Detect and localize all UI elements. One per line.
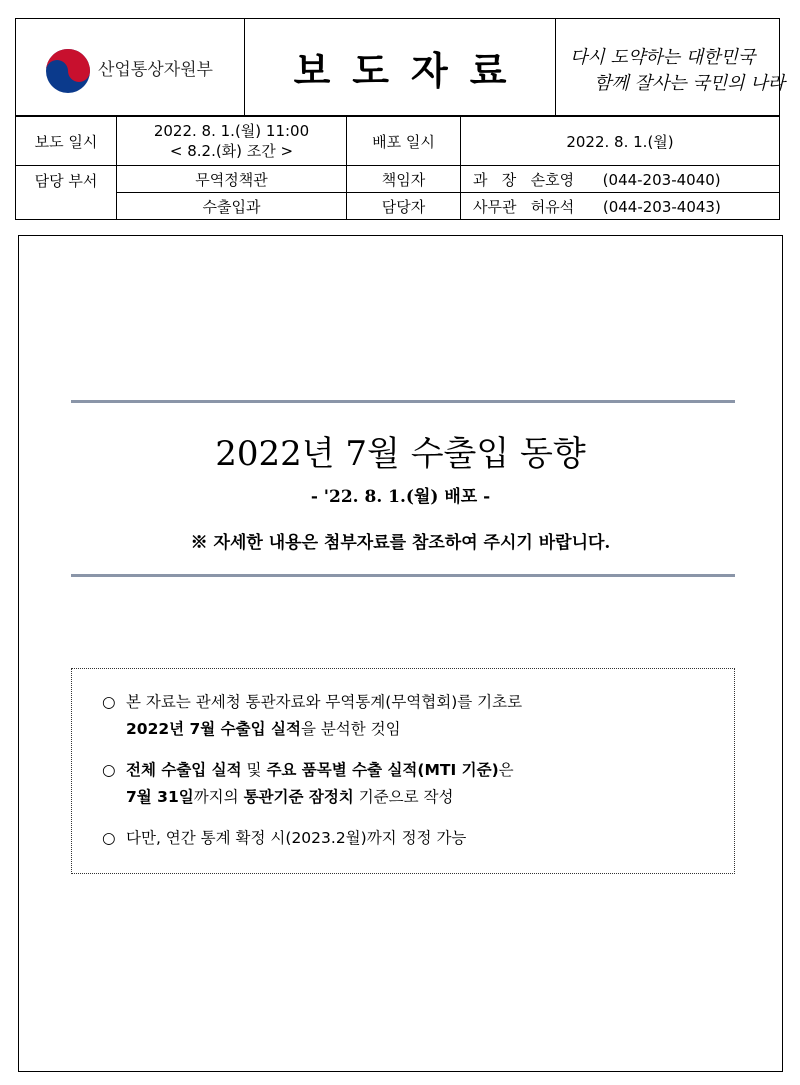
bullet-mark: ○: [102, 829, 116, 847]
title-rule-top: [71, 400, 735, 403]
bullet-2-text-5: 기준으로 작성: [353, 788, 454, 806]
slogan-cell: [556, 19, 786, 115]
bullet-2-bold-3: 7월 31일: [126, 788, 194, 806]
summary-box: [71, 668, 735, 874]
bullet-2-text-2: (MTI 기준): [417, 761, 499, 779]
bullet-2-text-4: 까지의: [193, 788, 244, 806]
bullet-2-text-1: 및: [241, 761, 267, 779]
responsible-person: 과 장 손호영 (044-203-4040): [461, 166, 780, 193]
document-body-frame: [18, 235, 783, 1072]
report-time-label: 보도 일시: [16, 117, 117, 166]
bullet-2-text-3: 은: [498, 761, 514, 779]
department-line-1: 무역정책관: [117, 166, 347, 193]
bullet-2-bold-1: 전체 수출입 실적: [126, 761, 242, 779]
summary-bullet-1: [102, 689, 522, 743]
ministry-name: 산업통상자원부: [98, 60, 213, 80]
department-label: 담당 부서: [16, 166, 117, 220]
ministry-logo-cell: [16, 19, 245, 115]
title-rule-bottom: [71, 574, 735, 577]
taegeuk-emblem-icon: [44, 47, 92, 95]
bullet-2-bold-4: 통관기준 잠정치: [243, 788, 354, 806]
document-subtitle: - '22. 8. 1.(월) 배포 -: [310, 487, 491, 507]
report-time-line-1: 2022. 8. 1.(월) 11:00: [153, 122, 310, 140]
bullet-1-rest: 을 분석한 것임: [300, 720, 401, 738]
responsible-label: 책임자: [347, 166, 461, 193]
press-release-title: 보도자료: [293, 48, 529, 93]
bullet-mark: ○: [102, 693, 116, 711]
contact-person: 사무관 허유석 (044-203-4043): [461, 193, 780, 220]
document-title: 2022년 7월 수출입 동향: [215, 434, 586, 474]
bullet-3-text: 다만, 연간 통계 확정 시(2023.2월)까지 정정 가능: [126, 829, 467, 847]
document-note: ※ 자세한 내용은 첨부자료를 참조하여 주시기 바랍니다.: [190, 533, 611, 553]
report-time-line-2: < 8.2.(화) 조간 >: [169, 142, 294, 160]
press-release-title-cell: [245, 19, 556, 115]
bullet-mark: ○: [102, 761, 116, 779]
distribution-label: 배포 일시: [347, 117, 461, 166]
slogan-line-1: 다시 도약하는 대한민국: [570, 47, 756, 68]
distribution-date: 2022. 8. 1.(월): [461, 117, 780, 166]
bullet-2-bold-2: 주요 품목별 수출 실적: [266, 761, 418, 779]
bullet-1-line-1: 본 자료는 관세청 통관자료와 무역통계(무역협회)를 기초로: [126, 693, 523, 711]
release-info-table: [15, 116, 780, 220]
summary-bullet-2: [102, 757, 514, 811]
bullet-1-bold: 2022년 7월 수출입 실적: [126, 720, 301, 738]
department-line-2: 수출입과: [117, 193, 347, 220]
press-header: [15, 18, 786, 116]
slogan-line-2: 함께 잘사는 국민의 나라: [594, 73, 786, 94]
report-time-value: [117, 117, 347, 166]
contact-label: 담당자: [347, 193, 461, 220]
summary-bullet-3: [102, 825, 466, 852]
